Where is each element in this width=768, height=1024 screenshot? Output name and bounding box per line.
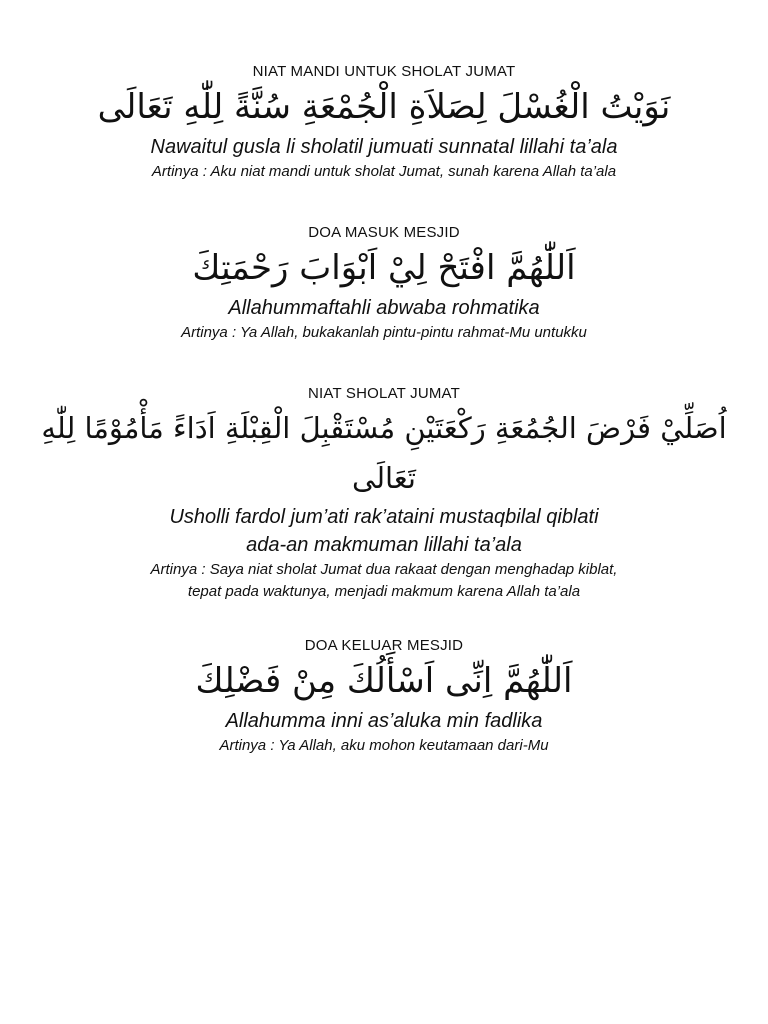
arabic-text-line-2: تَعَالَى	[352, 461, 416, 495]
transliteration: Allahummaftahli abwaba rohmatika	[228, 297, 540, 319]
section-heading: DOA MASUK MESJID	[308, 224, 460, 241]
arabic-text: نَوَيْتُ الْغُسْلَ لِصَلاَةِ الْجُمْعَةِ سُنَّةً لِلّٰهِ تَعَالَى	[97, 87, 671, 127]
meaning: Artinya : Aku niat mandi untuk sholat Jumat, sunah karena Allah ta’ala	[151, 163, 617, 180]
meaning: Artinya : Ya Allah, bukakanlah pintu-pintu rahmat-Mu untukku	[181, 324, 587, 341]
section-niat-mandi	[40, 63, 728, 183]
transliteration-line-1: Usholli fardol jum’ati rak’ataini mustaqbilal qiblati	[169, 506, 599, 528]
meaning-line-1: Artinya : Saya niat sholat Jumat dua rakaat dengan menghadap kiblat,	[150, 561, 618, 578]
arabic-text: اَللّٰهُمَّ افْتَحْ لِيْ اَبْوَابَ رَحْمَتِكَ	[192, 248, 576, 288]
meaning-line-2: tepat pada waktunya, menjadi makmum karena Allah ta’ala	[187, 583, 581, 600]
meaning: Artinya : Ya Allah, aku mohon keutamaan dari-Mu	[219, 737, 549, 754]
section-niat-sholat-jumat	[40, 385, 728, 603]
transliteration-line-2: ada-an makmuman lillahi ta’ala	[246, 534, 522, 556]
arabic-text-line-1: اُصَلِّيْ فَرْضَ الجُمُعَةِ رَكْعَتَيْنِ مُسْتَقْبِلَ الْقِبْلَةِ اَدَاءً مَأْمُوْمًا لِلّٰهِ	[41, 411, 727, 445]
section-doa-keluar-mesjid	[40, 637, 728, 757]
transliteration: Allahumma inni as’aluka min fadlika	[225, 710, 543, 732]
section-heading: DOA KELUAR MESJID	[304, 637, 464, 654]
section-doa-masuk-mesjid	[40, 224, 728, 344]
section-heading: NIAT MANDI UNTUK SHOLAT JUMAT	[252, 63, 516, 80]
section-heading: NIAT SHOLAT JUMAT	[307, 385, 461, 402]
transliteration: Nawaitul gusla li sholatil jumuati sunnatal lillahi ta’ala	[150, 136, 618, 158]
arabic-text: اَللّٰهُمَّ اِنِّى اَسْأَلُكَ مِنْ فَضْلِكَ	[195, 661, 573, 701]
